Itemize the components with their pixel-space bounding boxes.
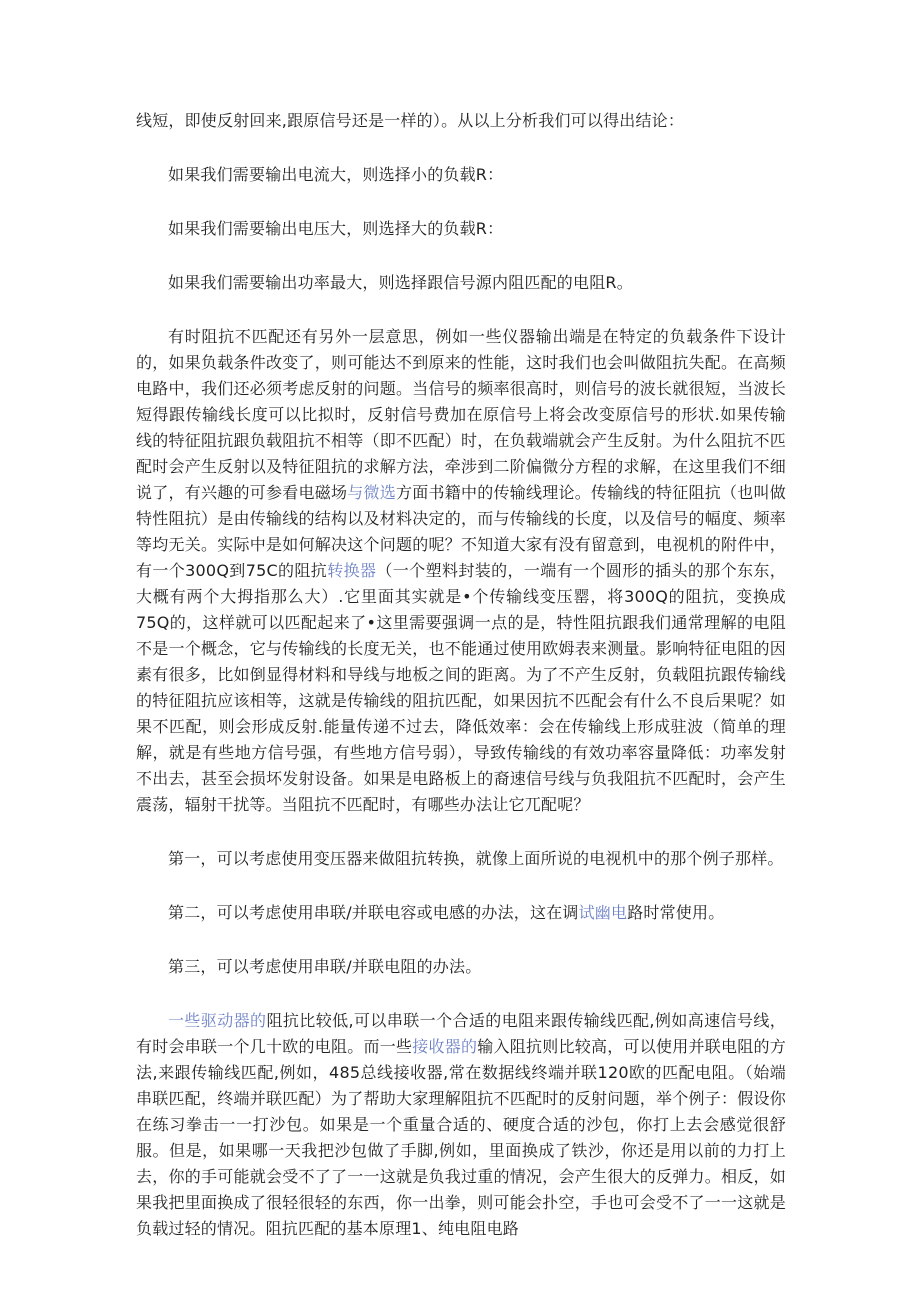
paragraph-text: （一个塑料封装的，一端有一个圆形的插头的那个东东，大概有两个大拇指那么大）.它里面其实就是•个传输线变压罂，将300Q的阻抗，变换成75Q的，这样就可以匹配起来了•这里需要强调一点的是，特性阻抗跟我们通常理解的电阻不是一个概念，它与传输线的长度无关，也不能通过使用欧姆表来测量。影响特征电阻的因素有很多，比如倒显得材料和导线与地板之间的距离。为了不产生反射，负载阻抗跟传输线的特征阻抗应该相等，这就是传输线的阻抗匹配，如果因抗不匹配会有什么不良后果呢？如果不匹配，则会形成反射.能量传递不过去，降低效率：会在传输线上形成驻波（简单的理解，就是有些地方信号强，有些地方信号弱），导致传输线的有效功率容量降低：功率发射不出去，甚至会损坏发射设备。如果是电路板上的裔速信号线与负我阻抗不匹配时，会产生震荡，辐射干扰等。当阻抗不匹配时，有哪些办法让它兀配呢？ (136, 561, 786, 814)
paragraph-driver-receiver (136, 1008, 786, 1242)
paragraph-text: 方面书籍中的传输线理论。传输线的特征阻抗（也叫做特性阻抗）是由传输线的结构以及材料决定的，而与传输线的长度，以及信号的幅度、频率等均无关。实际中是如何解决这个问题的呢？不知道大家有没有留意到，电视机的附件中，有一个300Q到75C的阻抗 (136, 483, 786, 580)
conclusion-current: 如果我们需要输出电流大，则选择小的负载R： (168, 165, 504, 184)
paragraph-text: 第二，可以考虑使用串联/并联电容或电感的办法，这在调 (168, 903, 579, 922)
conclusion-power: 如果我们需要输出功率最大，则选择跟信号源内阻匹配的电阻R。 (168, 273, 633, 292)
paragraph-text: 有时阻抗不匹配还有另外一层意思，例如一些仪器输出端是在特定的负载条件下设计的，如果负载条件改变了，则可能达不到原来的性能，这时我们也会叫做阻抗失配。在高频电路中，我们还必须考虑反射的问题。当信号的频率很高时，则信号的波长就很短，当波长短得跟传输线长度可以比拟时，反射信号费加在原信号上将会改变原信号的形状.如果传输线的特征阻抗跟负载阻抗不相等（即不匹配）时，在负载端就会产生反射。为什么阻抗不匹配时会产生反射以及特征阻抗的求解方法，牵涉到二阶偏微分方程的求解，在这里我们不细说了，有兴趣的可参看电磁场 (136, 327, 786, 502)
paragraph-continuation: 线短，即使反射回来,跟原信号还是一样的）。从以上分析我们可以得出结论： (136, 111, 685, 130)
link-drivers[interactable]: 一些驱动器的 (168, 1011, 267, 1030)
conclusion-voltage: 如果我们需要输出电压大，则选择大的负载R： (168, 219, 504, 238)
method-transformer: 第一，可以考虑使用变压器来做阻抗转换，就像上面所说的电视机中的那个例子那样。 (168, 849, 784, 868)
link-receivers[interactable]: 接收器的 (412, 1037, 478, 1056)
paragraph-text: 输入阻抗则比较高，可以使用并联电阻的方法,来跟传输线匹配,例如，485总线接收器,常在数据线终端并联120欧的匹配电阻。（始端串联匹配，终端并联匹配）为了帮助大家理解阻抗不匹配时的反射问题，举个例子：假设你在练习拳击一一打沙包。如果是一个重量合适的、硬度合适的沙包，你打上去会感觉很舒服。但是，如果哪一天我把沙包做了手脚,例如，里面换成了铁沙，你还是用以前的力打上去，你的手可能就会受不了了一一这就是负我过重的情况，会产生很大的反弹力。相反，如果我把里面换成了很轻很轻的东西，你一出拳，则可能会扑空，手也可会受不了一一这就是负载过轻的情况。阻抗匹配的基本原理1、纯电阻电路 (136, 1037, 786, 1238)
method-resistor: 第三，可以考虑使用串联/并联电阻的办法。 (168, 957, 482, 976)
link-converter[interactable]: 转换器 (327, 561, 377, 580)
link-microwave[interactable]: 与微选 (347, 483, 397, 502)
link-debug-circuit[interactable]: 试幽电 (578, 903, 628, 922)
paragraph-impedance-mismatch (136, 324, 786, 818)
method-capacitor-inductor (136, 900, 786, 926)
document-page (136, 108, 786, 1242)
paragraph-text: 路时常使用。 (627, 903, 725, 922)
paragraph-text: 阻抗比较低,可以串联一个合适的电阻来跟传输线匹配,例如高速信号线，有时会串联一个几十欧的电阻。而一些 (136, 1011, 786, 1056)
